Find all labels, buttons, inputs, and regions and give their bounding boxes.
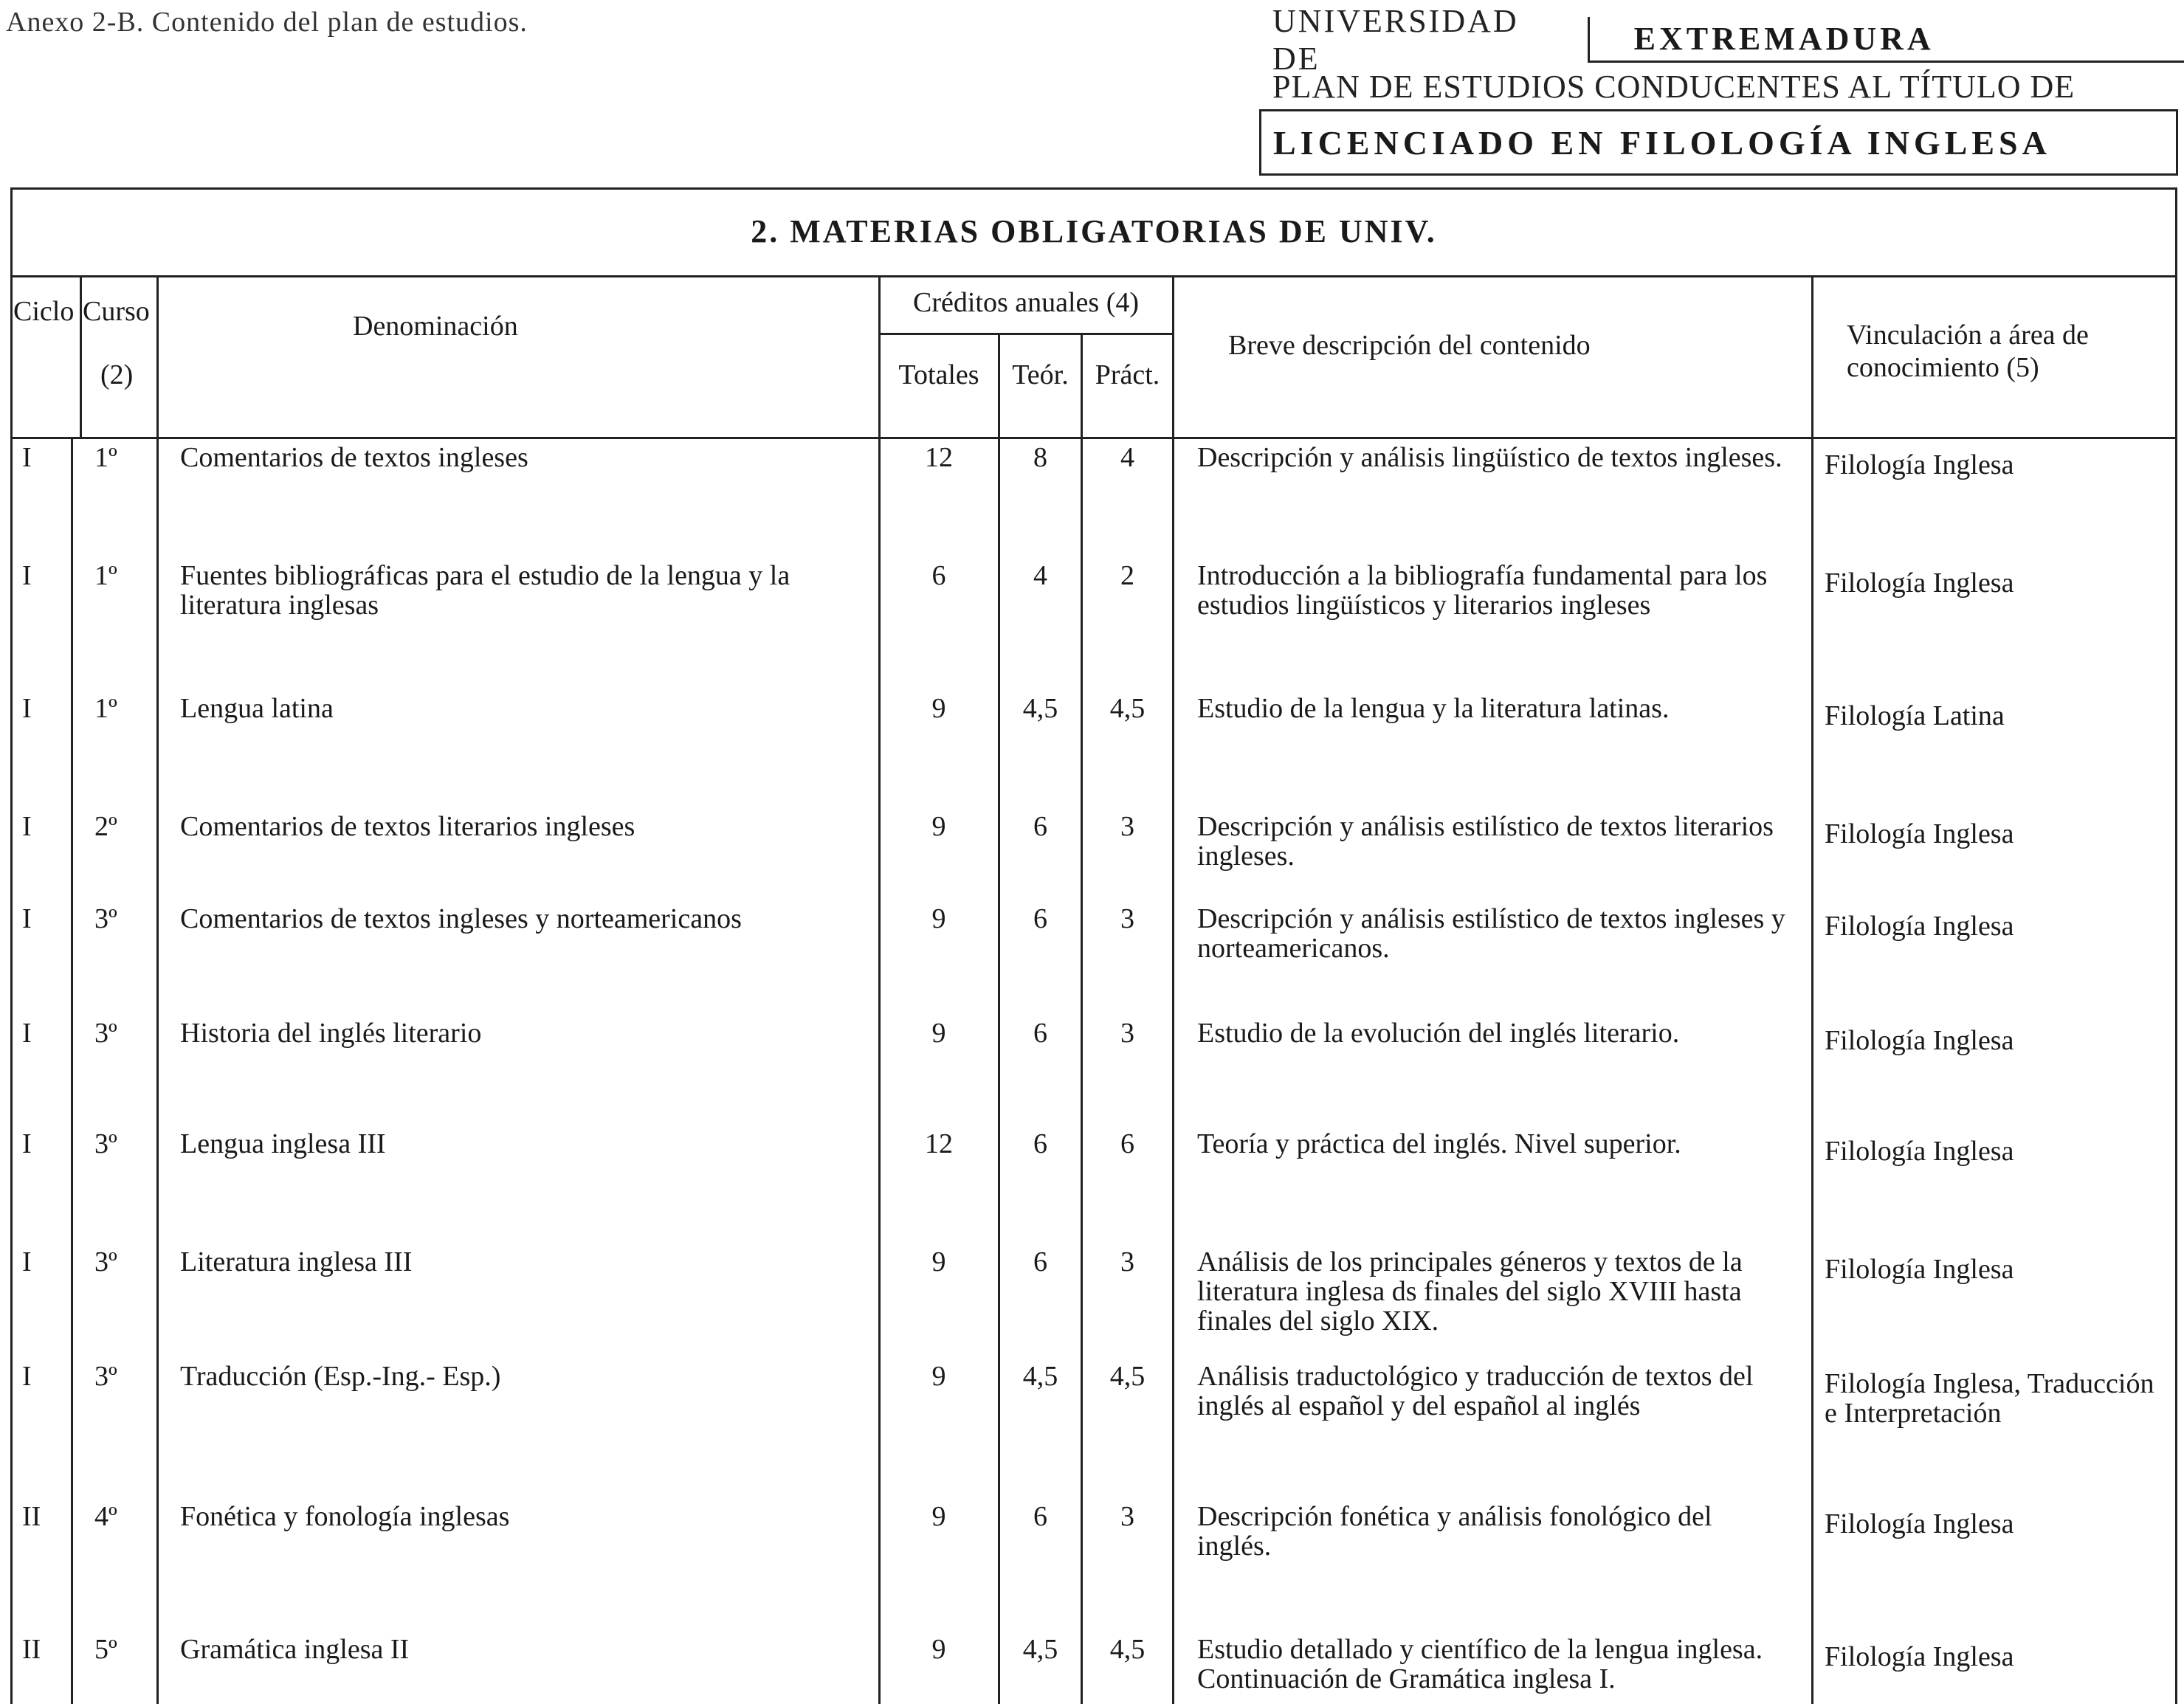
cell-descripcion: Análisis de los principales géneros y textos de la literatura inglesa ds finales del siglo XVIII hasta finales del siglo XIX. <box>1197 1246 1743 1336</box>
university-prefix: UNIVERSIDAD DE <box>1272 3 1519 77</box>
cell-vinculacion: Filología Latina <box>1825 700 2005 731</box>
cell-teor: 6 <box>1033 1246 1047 1277</box>
cell-pract: 3 <box>1120 1501 1134 1532</box>
cell-vinculacion: Filología Inglesa <box>1825 1641 2014 1672</box>
cell-curso: 4º <box>94 1501 117 1532</box>
cell-ciclo: I <box>22 1018 32 1049</box>
cell-descripcion: Descripción y análisis lingüístico de textos ingleses. <box>1197 442 1782 473</box>
credits-rule <box>878 333 1172 335</box>
cell-descripcion: Introducción a la bibliografía fundamental para los estudios lingüísticos y literarios ingleses <box>1197 560 1768 621</box>
cell-ciclo: I <box>22 1361 32 1392</box>
cell-denominacion: Comentarios de textos ingleses <box>180 442 528 473</box>
cell-curso: 1º <box>94 693 117 724</box>
header-totales: Totales <box>898 359 979 390</box>
header-denominacion: Denominación <box>353 311 518 342</box>
cell-denominacion: Comentarios de textos ingleses y norteamericanos <box>180 903 742 934</box>
annex-label: Anexo 2-B. Contenido del plan de estudios. <box>6 7 528 38</box>
cell-pract: 4,5 <box>1109 1361 1146 1392</box>
cell-teor: 4 <box>1033 560 1047 591</box>
cell-totales: 6 <box>931 560 946 591</box>
body-rule-pract <box>1172 439 1174 1704</box>
cell-descripcion: Estudio de la lengua y la literatura latinas. <box>1197 693 1670 724</box>
university-line <box>1272 3 2184 77</box>
cell-denominacion: Fonética y fonología inglesas <box>180 1501 510 1532</box>
body-rule-curso <box>156 439 159 1704</box>
cell-totales: 9 <box>931 1246 946 1277</box>
cell-denominacion: Traducción (Esp.-Ing.- Esp.) <box>180 1361 501 1392</box>
cell-pract: 6 <box>1120 1128 1134 1159</box>
cell-curso: 1º <box>94 442 117 473</box>
header-bottom-rule <box>10 437 2177 439</box>
header-pract: Práct. <box>1095 359 1160 390</box>
col-rule-descripcion <box>1811 277 1813 439</box>
cell-curso: 2º <box>94 811 117 842</box>
cell-denominacion: Literatura inglesa III <box>180 1246 413 1277</box>
cell-pract: 3 <box>1120 903 1134 934</box>
cell-totales: 9 <box>931 693 946 724</box>
cell-denominacion: Fuentes bibliográficas para el estudio de la lengua y la literatura inglesas <box>180 560 790 621</box>
cell-pract: 3 <box>1120 811 1134 842</box>
cell-teor: 6 <box>1033 1128 1047 1159</box>
cell-pract: 4,5 <box>1109 693 1146 724</box>
body-rule-ciclo <box>71 439 73 1704</box>
cell-ciclo: I <box>22 903 32 934</box>
degree-title: LICENCIADO EN FILOLOGÍA INGLESA <box>1259 109 2178 176</box>
cell-vinculacion: Filología Inglesa <box>1825 1254 2014 1285</box>
cell-totales: 9 <box>931 1018 946 1049</box>
cell-descripcion: Descripción fonética y análisis fonológico del inglés. <box>1197 1501 1712 1562</box>
cell-ciclo: II <box>22 1501 41 1532</box>
cell-vinculacion: Filología Inglesa <box>1825 1136 2014 1167</box>
cell-totales: 12 <box>925 1128 953 1159</box>
cell-pract: 4 <box>1120 442 1134 473</box>
cell-denominacion: Gramática inglesa II <box>180 1634 410 1665</box>
cell-curso: 3º <box>94 1246 117 1277</box>
col-rule-curso <box>156 277 159 439</box>
cell-ciclo: I <box>22 560 32 591</box>
cell-vinculacion: Filología Inglesa <box>1825 818 2014 849</box>
cell-pract: 2 <box>1120 560 1134 591</box>
cell-totales: 9 <box>931 1501 946 1532</box>
cell-vinculacion: Filología Inglesa <box>1825 1508 2014 1539</box>
cell-descripcion: Estudio de la evolución del inglés literario. <box>1197 1018 1680 1049</box>
cell-totales: 9 <box>931 1361 946 1392</box>
body-rule-descripcion <box>1811 439 1813 1704</box>
cell-curso: 1º <box>94 560 117 591</box>
header-descripcion: Breve descripción del contenido <box>1228 330 1591 361</box>
cell-vinculacion: Filología Inglesa <box>1825 911 2014 942</box>
cell-teor: 6 <box>1033 1501 1047 1532</box>
cell-ciclo: I <box>22 442 32 473</box>
header-vinculacion: Vinculación a área de conocimiento (5) <box>1847 320 2089 383</box>
cell-descripcion: Descripción y análisis estilístico de textos ingleses y norteamericanos. <box>1197 903 1785 964</box>
cell-denominacion: Lengua inglesa III <box>180 1128 386 1159</box>
cell-descripcion: Análisis traductológico y traducción de textos del inglés al español y del español al inglés <box>1197 1361 1754 1421</box>
cell-teor: 4,5 <box>1022 693 1058 724</box>
cell-vinculacion: Filología Inglesa <box>1825 1025 2014 1056</box>
header-curso-note: (2) <box>100 359 134 390</box>
cell-totales: 9 <box>931 1634 946 1665</box>
col-rule-ciclo <box>80 277 82 439</box>
table-frame <box>10 187 2177 1704</box>
cell-teor: 8 <box>1033 442 1047 473</box>
header-curso: Curso <box>83 296 150 327</box>
cell-teor: 4,5 <box>1022 1634 1058 1665</box>
col-rule-pract <box>1172 277 1174 439</box>
cell-teor: 4,5 <box>1022 1361 1058 1392</box>
section-title: 2. MATERIAS OBLIGATORIAS DE UNIV. <box>10 187 2177 277</box>
university-name: EXTREMADURA <box>1588 17 2184 63</box>
cell-totales: 9 <box>931 903 946 934</box>
cell-ciclo: I <box>22 811 32 842</box>
header-creditos: Créditos anuales (4) <box>912 287 1140 318</box>
cell-descripcion: Teoría y práctica del inglés. Nivel superior. <box>1197 1128 1681 1159</box>
cell-curso: 5º <box>94 1634 117 1665</box>
cell-vinculacion: Filología Inglesa <box>1825 568 2014 599</box>
cell-curso: 3º <box>94 1128 117 1159</box>
cell-pract: 3 <box>1120 1246 1134 1277</box>
cell-ciclo: I <box>22 1246 32 1277</box>
cell-ciclo: I <box>22 693 32 724</box>
cell-totales: 12 <box>925 442 953 473</box>
cell-totales: 9 <box>931 811 946 842</box>
cell-teor: 6 <box>1033 903 1047 934</box>
cell-denominacion: Historia del inglés literario <box>180 1018 482 1049</box>
header-ciclo: Ciclo <box>13 296 75 327</box>
cell-denominacion: Lengua latina <box>180 693 334 724</box>
cell-curso: 3º <box>94 903 117 934</box>
cell-teor: 6 <box>1033 1018 1047 1049</box>
cell-pract: 4,5 <box>1109 1634 1146 1665</box>
cell-ciclo: II <box>22 1634 41 1665</box>
cell-curso: 3º <box>94 1361 117 1392</box>
cell-ciclo: I <box>22 1128 32 1159</box>
cell-descripcion: Descripción y análisis estilístico de textos literarios ingleses. <box>1197 811 1774 872</box>
cell-curso: 3º <box>94 1018 117 1049</box>
plan-line: PLAN DE ESTUDIOS CONDUCENTES AL TÍTULO DE <box>1272 69 2076 105</box>
header-teor: Teór. <box>1012 359 1069 390</box>
cell-vinculacion: Filología Inglesa <box>1825 449 2014 480</box>
cell-denominacion: Comentarios de textos literarios ingleses <box>180 811 635 842</box>
cell-vinculacion: Filología Inglesa, Traducción e Interpretación <box>1825 1368 2154 1429</box>
cell-teor: 6 <box>1033 811 1047 842</box>
cell-pract: 3 <box>1120 1018 1134 1049</box>
cell-descripcion: Estudio detallado y científico de la lengua inglesa. Continuación de Gramática inglesa I. <box>1197 1634 1763 1694</box>
